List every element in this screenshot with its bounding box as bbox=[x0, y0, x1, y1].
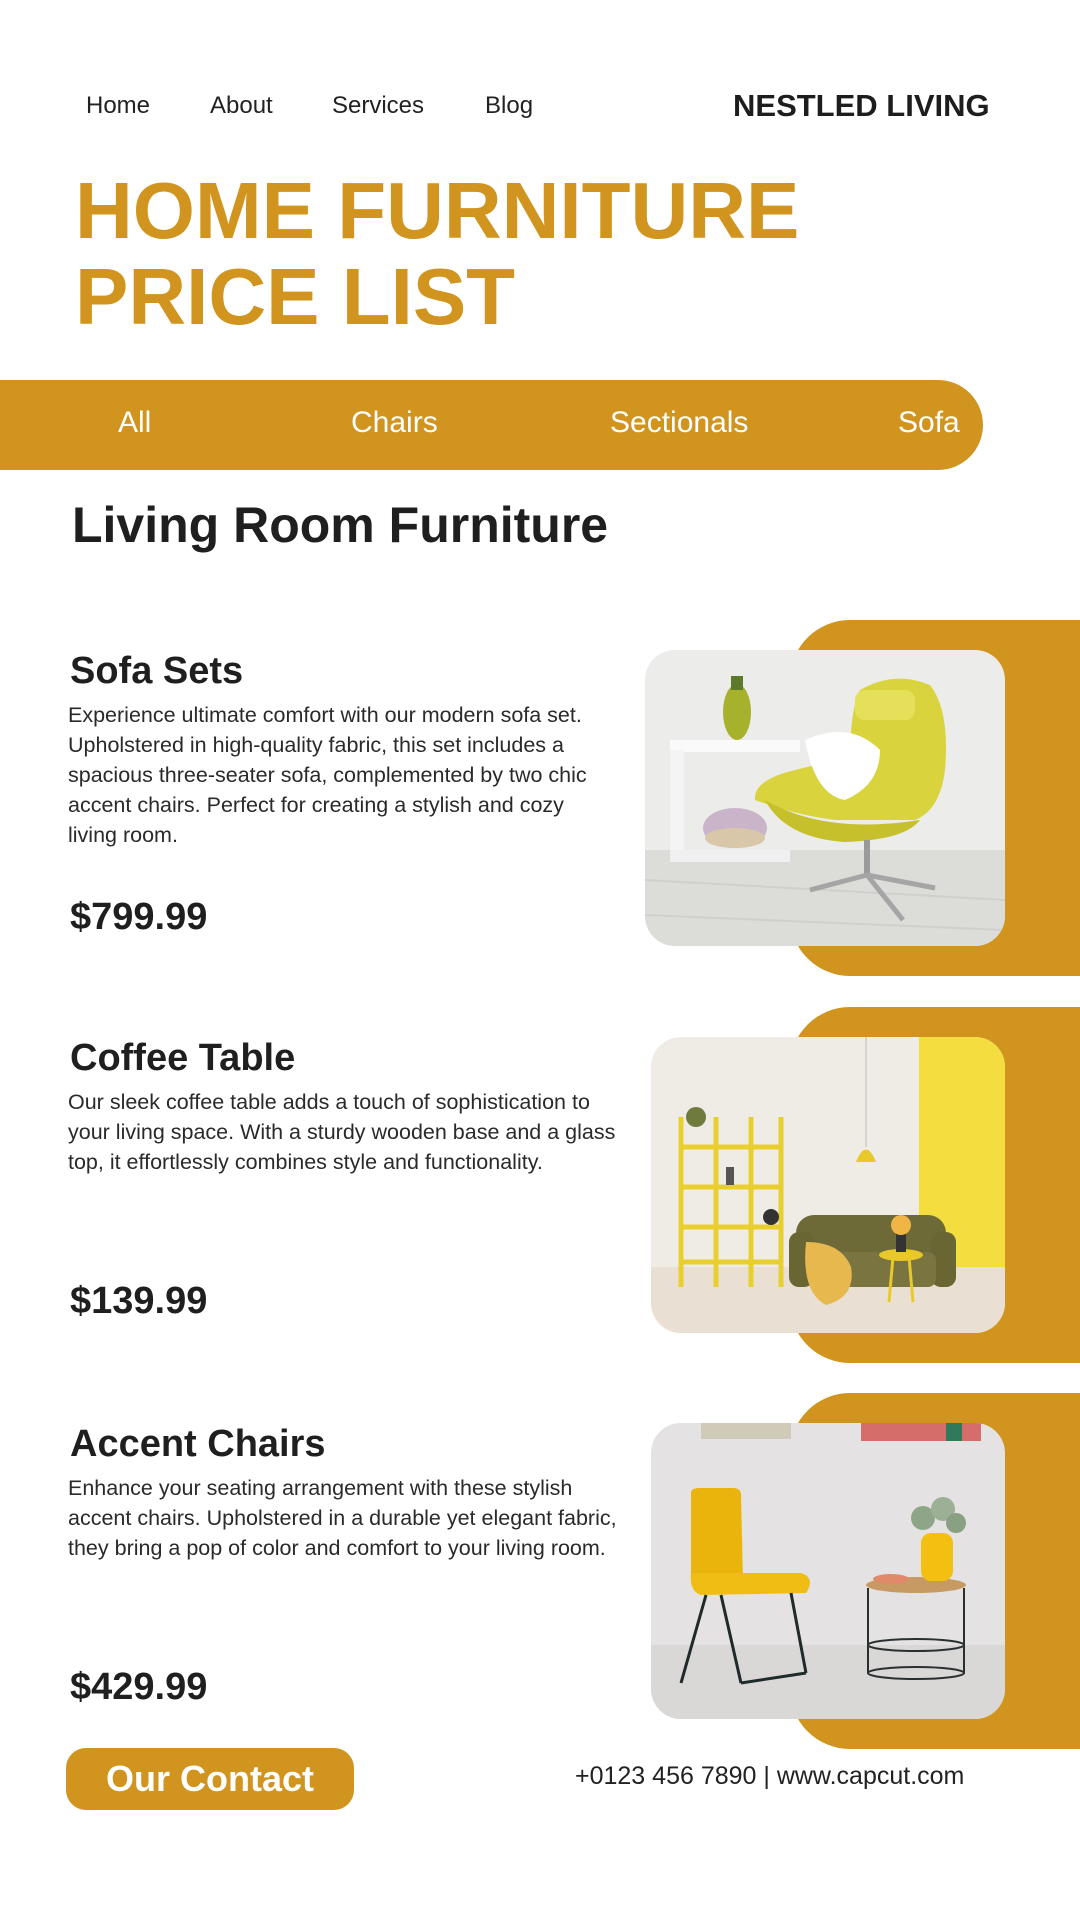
product-description: Enhance your seating arrangement with these stylish accent chairs. Upholstered in a durable yet elegant fabric, they bring a pop of color and comfort to your living room. bbox=[68, 1476, 617, 1560]
nav-services-link[interactable]: Services bbox=[332, 92, 425, 119]
filter-tab-sectionals[interactable]: Sectionals bbox=[610, 406, 749, 439]
nav-home-link[interactable]: Home bbox=[86, 92, 151, 119]
nav-about-link[interactable]: About bbox=[210, 92, 273, 119]
category-filter-bar bbox=[0, 380, 983, 470]
filter-tab-sofa[interactable]: Sofa bbox=[898, 406, 960, 439]
contact-info: +0123 456 7890 | www.capcut.com bbox=[575, 1762, 965, 1790]
product-name: Accent Chairs bbox=[70, 1423, 326, 1465]
product-name: Coffee Table bbox=[70, 1037, 296, 1079]
living-room-sofa-photo bbox=[651, 1037, 1005, 1333]
product-price: $429.99 bbox=[70, 1666, 208, 1708]
page-title bbox=[75, 168, 799, 340]
nav-blog-link[interactable]: Blog bbox=[485, 92, 534, 119]
section-heading: Living Room Furniture bbox=[72, 497, 609, 553]
product-price: $139.99 bbox=[70, 1280, 208, 1322]
yellow-lounge-chair-photo bbox=[645, 650, 1005, 946]
product-description: Our sleek coffee table adds a touch of sophistication to your living space. With a sturdy wooden base and a glass top, it effortlessly combines style and functionality. bbox=[68, 1090, 616, 1174]
product-description: Experience ultimate comfort with our modern sofa set. Upholstered in high-quality fabric, this set includes a spacious three-seater sofa, complemented by two chic accent chairs. Perfect for creating a stylish and cozy living room. bbox=[68, 703, 587, 847]
product-name: Sofa Sets bbox=[70, 650, 244, 692]
page-title-line-2: PRICE LIST bbox=[75, 252, 516, 341]
page-title-line-1: HOME FURNITURE bbox=[75, 166, 800, 255]
our-contact-button[interactable]: Our Contact bbox=[66, 1748, 354, 1810]
brand-logo[interactable]: NESTLED LIVING bbox=[733, 88, 990, 123]
product-price: $799.99 bbox=[70, 896, 208, 938]
yellow-accent-chair-photo bbox=[651, 1423, 1005, 1719]
filter-tab-chairs[interactable]: Chairs bbox=[351, 406, 438, 439]
filter-tab-all[interactable]: All bbox=[118, 406, 152, 439]
